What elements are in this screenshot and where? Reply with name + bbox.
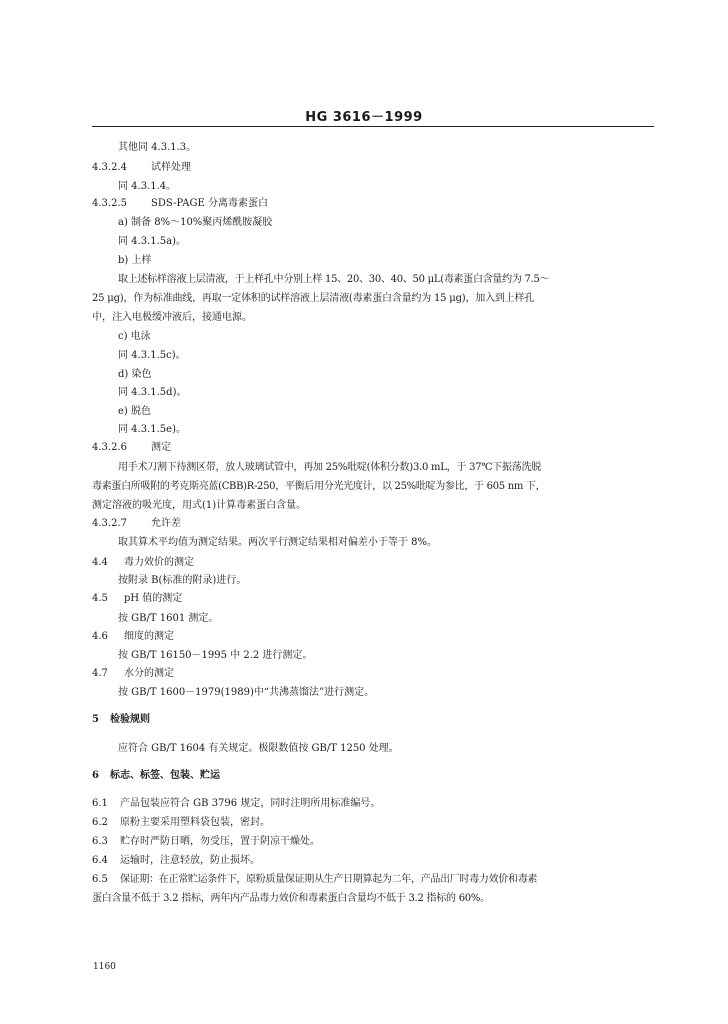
clause-title: 测定 [151,442,171,453]
text-line: a) 制备 8%～10%聚丙烯酰胺凝胶 [118,217,273,228]
section-title: 检验规则 [110,714,150,725]
text-line: 同 4.3.1.5d)。 [118,387,187,398]
text-line: 同 4.3.1.5a)。 [118,236,187,247]
clause-number: 4.5 [92,593,108,604]
text-line: 运输时，注意轻放，防止损坏。 [120,855,260,866]
text-line: 取其算术平均值为测定结果。两次平行测定结果相对偏差小于等于 8%。 [118,537,438,548]
text-line: 按 GB/T 16150－1995 中 2.2 进行测定。 [118,650,313,661]
header-rule [92,126,654,127]
clause-number: 6.4 [92,855,108,866]
section-number: 6 [92,770,99,781]
text-line: 取上述标样溶液上层清液，于上样孔中分别上样 15、20、30、40、50 μL(毒素蛋白含量约为 7.5～ [118,274,550,285]
clause-number: 4.4 [92,557,108,568]
text-line: 按 GB/T 1601 测定。 [118,613,219,624]
clause-title: 试样处理 [151,162,191,173]
text-line: d) 染色 [118,369,152,380]
section-title: 标志、标签、包装、贮运 [110,770,220,781]
clause-number: 6.5 [92,874,108,885]
clause-title: 允许差 [151,518,181,529]
text-line: 同 4.3.1.5c)。 [118,350,186,361]
clause-number: 6.3 [92,836,108,847]
text-line: e) 脱色 [118,406,151,417]
text-line: 毒素蛋白所吸附的考克斯亮蓝(CBB)R-250，平衡后用分光光度计，以 25%吡啶为参比，于 605 nm 下， [92,481,546,492]
text-line: 其他同 4.3.1.3。 [118,142,197,153]
text-line: 中，注入电极缓冲液后，接通电源。 [92,312,252,323]
text-line: 产品包装应符合 GB 3796 规定，同时注明所用标准编号。 [120,798,381,809]
text-line: 贮存时严防日晒，勿受压，置于阴凉干燥处。 [120,836,320,847]
clause-title: 水分的测定 [124,668,174,679]
text-line: c) 电泳 [118,331,151,342]
text-line: 保证期：在正常贮运条件下，原粉质量保证期从生产日期算起为二年，产品出厂时毒力效价和毒素 [120,874,538,885]
text-line: 测定溶液的吸光度，用式(1)计算毒素蛋白含量。 [92,500,307,511]
text-line: 25 μg)，作为标准曲线，再取一定体积的试样溶液上层清液(毒素蛋白含量约为 15 μg)，加入到上样孔 [92,293,535,304]
clause-title: pH 值的测定 [124,593,183,604]
clause-number: 4.3.2.4 [92,162,127,173]
clause-title: SDS-PAGE 分离毒素蛋白 [151,198,268,209]
clause-number: 4.3.2.7 [92,518,127,529]
text-line: b) 上样 [118,255,152,266]
clause-number: 4.3.2.5 [92,198,127,209]
section-number: 5 [92,714,99,725]
text-line: 用手术刀割下待测区带，放人玻璃试管中，再加 25%吡啶(体积分数)3.0 mL，于 37℃下振荡洗脱 [118,462,542,473]
text-line: 蛋白含量不低于 3.2 指标，两年内产品毒力效价和毒素蛋白含量均不低于 3.2 指标的 60%。 [92,893,490,904]
text-line: 同 4.3.1.5e)。 [118,424,186,435]
text-line: 应符合 GB/T 1604 有关规定。极限数值按 GB/T 1250 处理。 [118,743,399,754]
standard-code-header: HG 3616－1999 [305,110,423,125]
text-line: 按附录 B(标准的附录)进行。 [118,575,247,586]
text-line: 同 4.3.1.4。 [118,181,177,192]
clause-number: 6.1 [92,798,108,809]
clause-number: 4.3.2.6 [92,442,127,453]
clause-number: 4.6 [92,631,108,642]
clause-title: 毒力效价的测定 [124,557,194,568]
clause-number: 6.2 [92,817,108,828]
text-line: 原粉主要采用塑料袋包装，密封。 [120,817,270,828]
text-line: 按 GB/T 1600－1979(1989)中“共沸蒸馏法”进行测定。 [118,687,375,698]
clause-number: 4.7 [92,668,108,679]
clause-title: 细度的测定 [124,631,174,642]
page-number: 1160 [93,962,116,972]
